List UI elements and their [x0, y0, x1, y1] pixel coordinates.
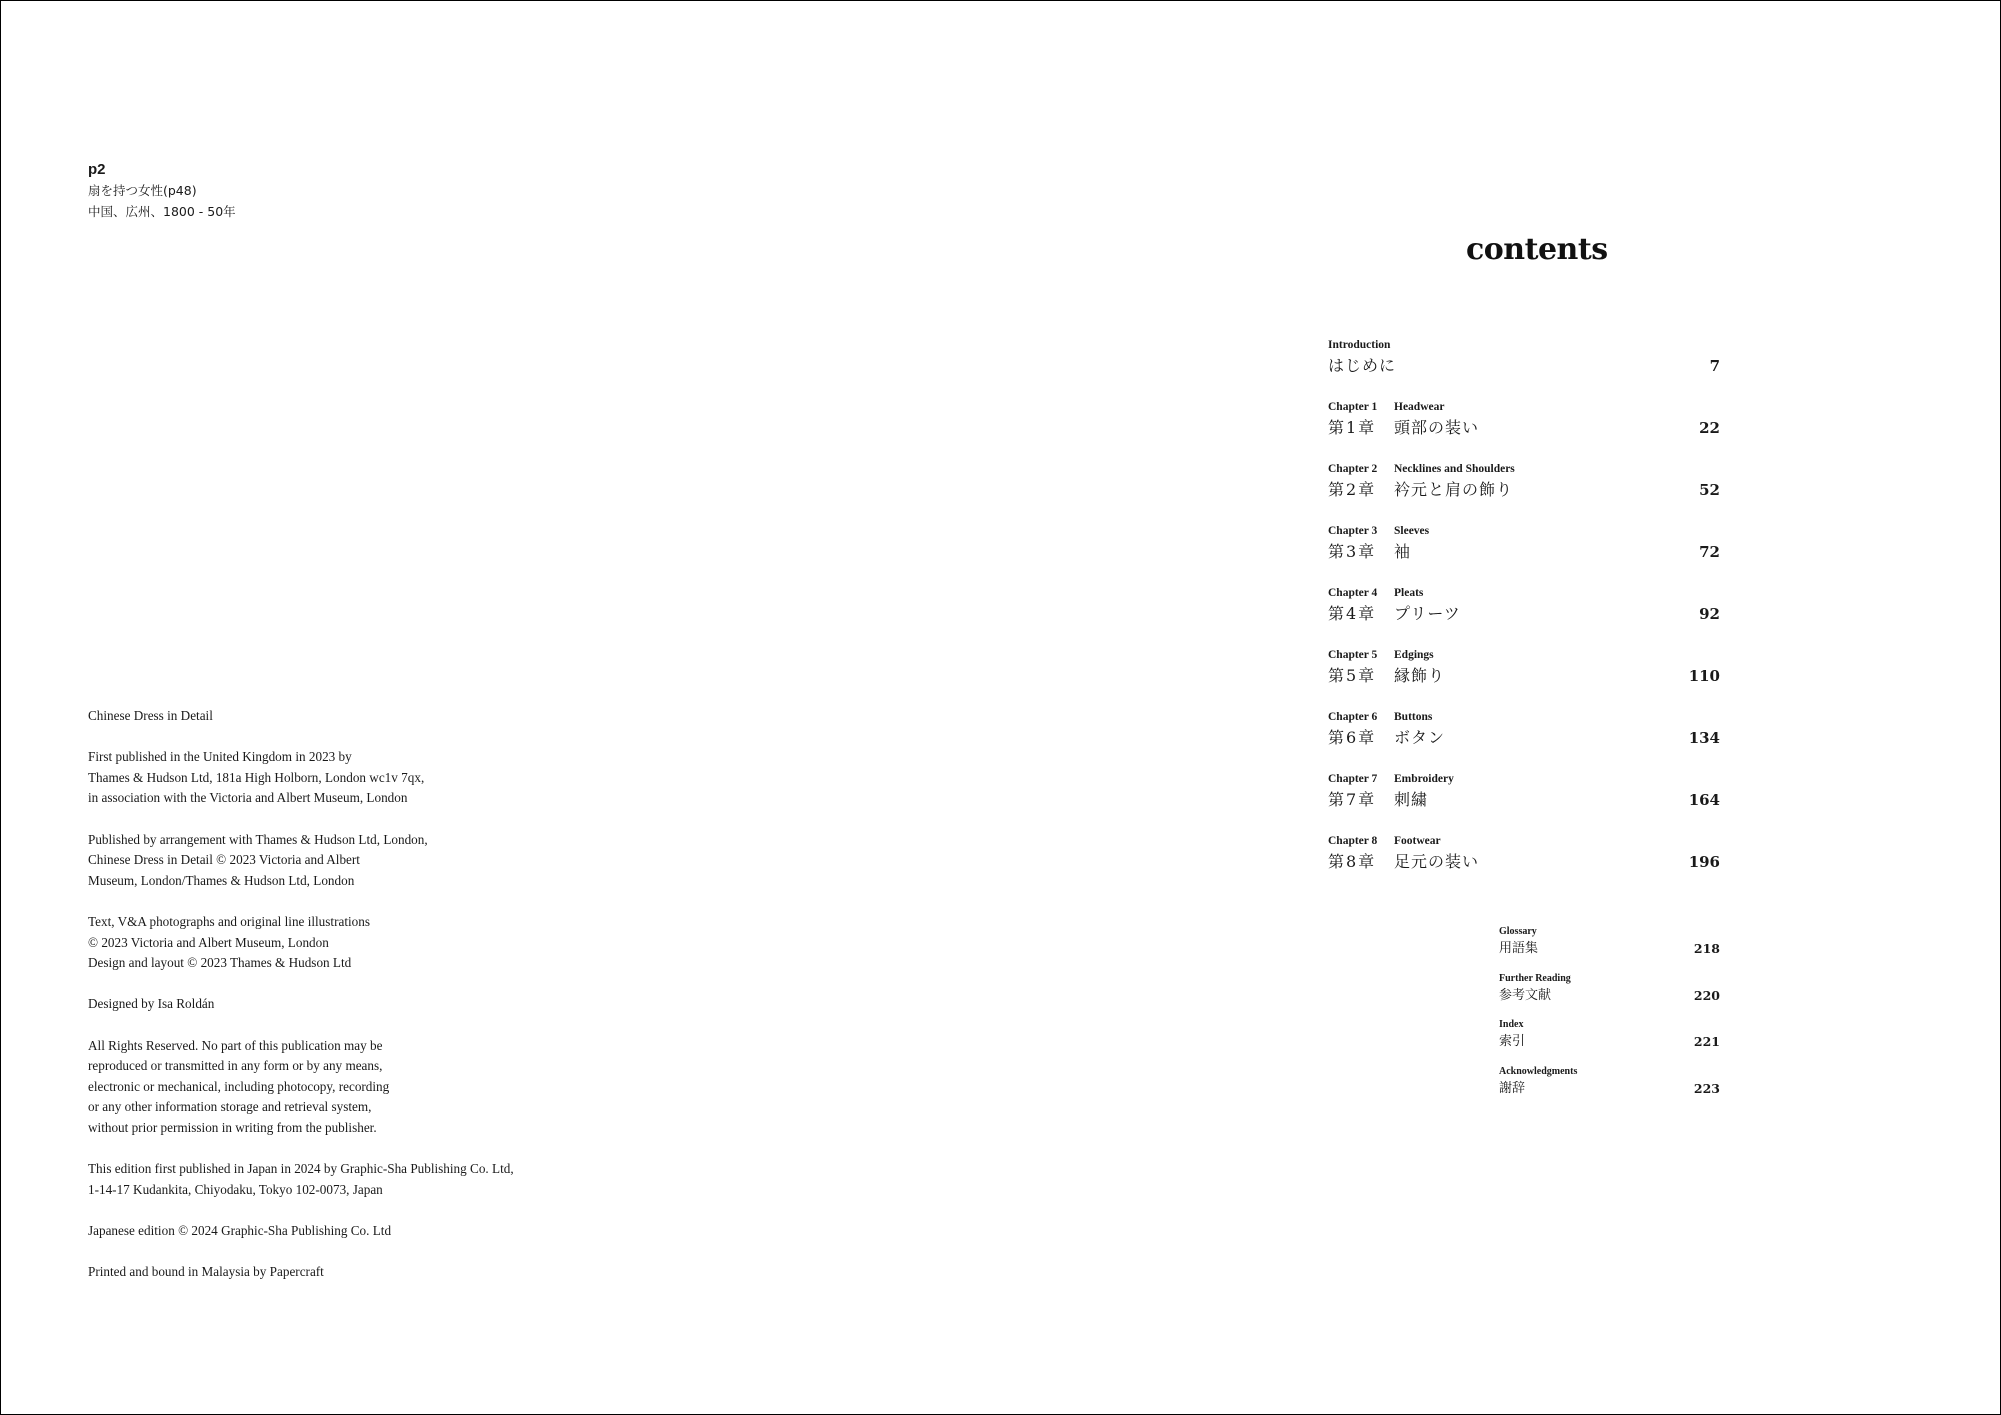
- toc-entry-japanese: [1328, 416, 1720, 440]
- colophon-line: Printed and bound in Malaysia by Papercraft: [88, 1264, 324, 1280]
- toc-chapter-title-jp: プリーツ: [1394, 604, 1461, 623]
- toc-entry-english: [1328, 460, 1720, 478]
- colophon-line: Designed by Isa Roldán: [88, 996, 215, 1012]
- colophon-paragraph: [88, 830, 608, 892]
- caption-origin: 中国、広州、1800 - 50年: [88, 204, 236, 219]
- toc-entry-japanese: [1328, 354, 1720, 378]
- toc-entry-english: [1328, 832, 1720, 850]
- colophon-line: Chinese Dress in Detail © 2023 Victoria and Albert: [88, 852, 360, 868]
- toc-entry[interactable]: [1328, 522, 1720, 584]
- colophon-paragraph: [88, 1036, 608, 1139]
- caption-title: 扇を持つ女性(p48): [88, 183, 197, 198]
- toc-chapter-title-en: Sleeves: [1394, 525, 1430, 537]
- toc-chapter-title-jp: 袖: [1394, 542, 1412, 561]
- toc-chapter-title-jp: 刺繍: [1394, 790, 1429, 809]
- toc-chapter-number-jp: 第8章: [1328, 852, 1377, 871]
- toc-chapter-title-en: Necklines and Shoulders: [1394, 463, 1515, 475]
- toc-chapter-number-jp: 第5章: [1328, 666, 1377, 685]
- colophon-paragraph: [88, 912, 608, 974]
- toc-entry-english: [1328, 522, 1720, 540]
- toc-entry-japanese: [1328, 664, 1720, 688]
- colophon-paragraph: [88, 1221, 608, 1242]
- back-matter-title-jp: 索引: [1499, 1034, 1526, 1049]
- back-matter-page-number: 220: [1693, 987, 1720, 1003]
- toc-chapter-number-jp: 第6章: [1328, 728, 1377, 747]
- colophon-line: or any other information storage and retrieval system,: [88, 1099, 372, 1115]
- colophon-line: electronic or mechanical, including photocopy, recording: [88, 1078, 390, 1094]
- toc-chapter-number: Chapter 3: [1328, 525, 1378, 537]
- back-matter-entry[interactable]: [1499, 925, 1720, 972]
- toc-chapter-title-en: Embroidery: [1394, 773, 1454, 785]
- back-matter-title-en: Acknowledgments: [1499, 1065, 1578, 1077]
- back-matter-title-en: Index: [1499, 1019, 1524, 1030]
- toc-entry[interactable]: [1328, 336, 1720, 398]
- toc-chapter-number: Chapter 2: [1328, 463, 1378, 475]
- toc-entry-japanese: [1328, 850, 1720, 874]
- toc-chapter-title-en: Headwear: [1394, 401, 1445, 413]
- toc-entry[interactable]: [1328, 832, 1720, 894]
- toc-chapter-number: Chapter 6: [1328, 711, 1378, 723]
- toc-chapter-title-jp: 衿元と肩の飾り: [1394, 480, 1514, 499]
- toc-entry-english: [1328, 398, 1720, 416]
- toc-entry[interactable]: [1328, 770, 1720, 832]
- colophon-line: Published by arrangement with Thames & Hudson Ltd, London,: [88, 831, 428, 847]
- back-matter-list: [1499, 925, 1720, 1111]
- toc-entry-japanese: [1328, 540, 1720, 564]
- back-matter-title-en: Glossary: [1499, 926, 1537, 937]
- toc-entry[interactable]: [1328, 584, 1720, 646]
- colophon-line: Museum, London/Thames & Hudson Ltd, London: [88, 872, 355, 888]
- toc-page-number: 196: [1688, 853, 1720, 871]
- toc-entry-english: [1328, 336, 1720, 354]
- toc-chapter-number-jp: 第1章: [1328, 418, 1377, 437]
- back-matter-title-jp: 謝辞: [1499, 1080, 1526, 1096]
- back-matter-entry[interactable]: [1499, 972, 1720, 1019]
- toc-chapter-title-jp: はじめに: [1328, 356, 1397, 375]
- back-matter-page-number: 221: [1693, 1034, 1720, 1049]
- toc-entry[interactable]: [1328, 646, 1720, 708]
- toc-entry-japanese: [1328, 602, 1720, 626]
- colophon-line: Thames & Hudson Ltd, 181a High Holborn, London wc1v 7qx,: [88, 769, 425, 785]
- toc-chapter-title-en: Buttons: [1394, 711, 1433, 723]
- toc-page-number: 164: [1688, 791, 1720, 809]
- colophon-line: Japanese edition © 2024 Graphic-Sha Publishing Co. Ltd: [88, 1222, 392, 1238]
- toc-entry-english: [1328, 646, 1720, 664]
- colophon-paragraph: [88, 994, 608, 1015]
- colophon-line: This edition first published in Japan in 2024 by Graphic-Sha Publishing Co. Ltd,: [88, 1161, 514, 1177]
- toc-chapter-number-jp: 第3章: [1328, 542, 1377, 561]
- toc-page-number: 134: [1688, 729, 1720, 747]
- toc-entry[interactable]: [1328, 398, 1720, 460]
- colophon-line: © 2023 Victoria and Albert Museum, London: [88, 934, 329, 950]
- caption-page-ref: p2: [88, 161, 106, 178]
- toc-entry[interactable]: [1328, 708, 1720, 770]
- colophon-line: First published in the United Kingdom in 2023 by: [88, 749, 352, 765]
- back-matter-title-en: Further Reading: [1499, 972, 1571, 984]
- toc-chapter-title-en: Pleats: [1394, 587, 1424, 599]
- toc-page-number: 92: [1699, 605, 1720, 623]
- back-matter-title-jp: 参考文献: [1499, 987, 1552, 1003]
- colophon-line: All Rights Reserved. No part of this publication may be: [88, 1037, 383, 1053]
- toc-page-number: 52: [1699, 481, 1720, 499]
- toc-entry-english: [1328, 584, 1720, 602]
- toc-chapter-title-en: Footwear: [1394, 835, 1441, 847]
- back-matter-page-number: 218: [1693, 941, 1720, 956]
- toc-entry[interactable]: [1328, 460, 1720, 522]
- contents-heading: contents: [1466, 232, 1608, 267]
- colophon-line: Chinese Dress in Detail: [88, 708, 213, 723]
- back-matter-title-jp: 用語集: [1499, 941, 1539, 956]
- colophon: [88, 706, 608, 1303]
- toc-page-number: 22: [1699, 419, 1720, 437]
- toc-chapter-number-jp: 第2章: [1328, 480, 1377, 499]
- colophon-paragraph: [88, 706, 608, 727]
- table-of-contents: [1328, 336, 1720, 894]
- colophon-paragraph: [88, 747, 608, 809]
- toc-entry-japanese: [1328, 726, 1720, 750]
- colophon-line: 1-14-17 Kudankita, Chiyodaku, Tokyo 102-0073, Japan: [88, 1181, 383, 1197]
- toc-chapter-title-en: Edgings: [1394, 649, 1434, 661]
- toc-page-number: 110: [1688, 667, 1720, 685]
- toc-chapter-number: Chapter 5: [1328, 649, 1378, 661]
- toc-entry-english: [1328, 770, 1720, 788]
- toc-chapter-number: Chapter 1: [1328, 401, 1378, 413]
- toc-chapter-title-jp: 縁飾り: [1394, 666, 1446, 685]
- toc-chapter-number: Chapter 8: [1328, 835, 1378, 847]
- toc-chapter-title-jp: ボタン: [1394, 728, 1446, 747]
- toc-entry-japanese: [1328, 478, 1720, 502]
- image-caption: [88, 160, 236, 222]
- colophon-line: Design and layout © 2023 Thames & Hudson Ltd: [88, 955, 352, 971]
- colophon-line: in association with the Victoria and Albert Museum, London: [88, 790, 408, 806]
- colophon-line: without prior permission in writing from the publisher.: [88, 1119, 377, 1135]
- toc-entry-english: [1328, 708, 1720, 726]
- back-matter-page-number: 223: [1693, 1080, 1720, 1096]
- toc-chapter-title-jp: 頭部の装い: [1394, 418, 1480, 437]
- toc-chapter-title-en: Introduction: [1328, 339, 1391, 351]
- back-matter-entry[interactable]: [1499, 1018, 1720, 1065]
- colophon-paragraph: [88, 1262, 608, 1283]
- toc-chapter-number: Chapter 7: [1328, 773, 1378, 785]
- colophon-line: reproduced or transmitted in any form or by any means,: [88, 1058, 383, 1074]
- back-matter-entry[interactable]: [1499, 1065, 1720, 1112]
- colophon-line: Text, V&A photographs and original line illustrations: [88, 913, 370, 929]
- toc-chapter-number: Chapter 4: [1328, 587, 1378, 599]
- toc-entry-japanese: [1328, 788, 1720, 812]
- toc-chapter-number-jp: 第7章: [1328, 790, 1377, 809]
- toc-page-number: 72: [1699, 543, 1720, 561]
- toc-chapter-number-jp: 第4章: [1328, 604, 1377, 623]
- toc-page-number: 7: [1709, 357, 1720, 375]
- toc-chapter-title-jp: 足元の装い: [1394, 852, 1480, 871]
- colophon-paragraph: [88, 1159, 608, 1200]
